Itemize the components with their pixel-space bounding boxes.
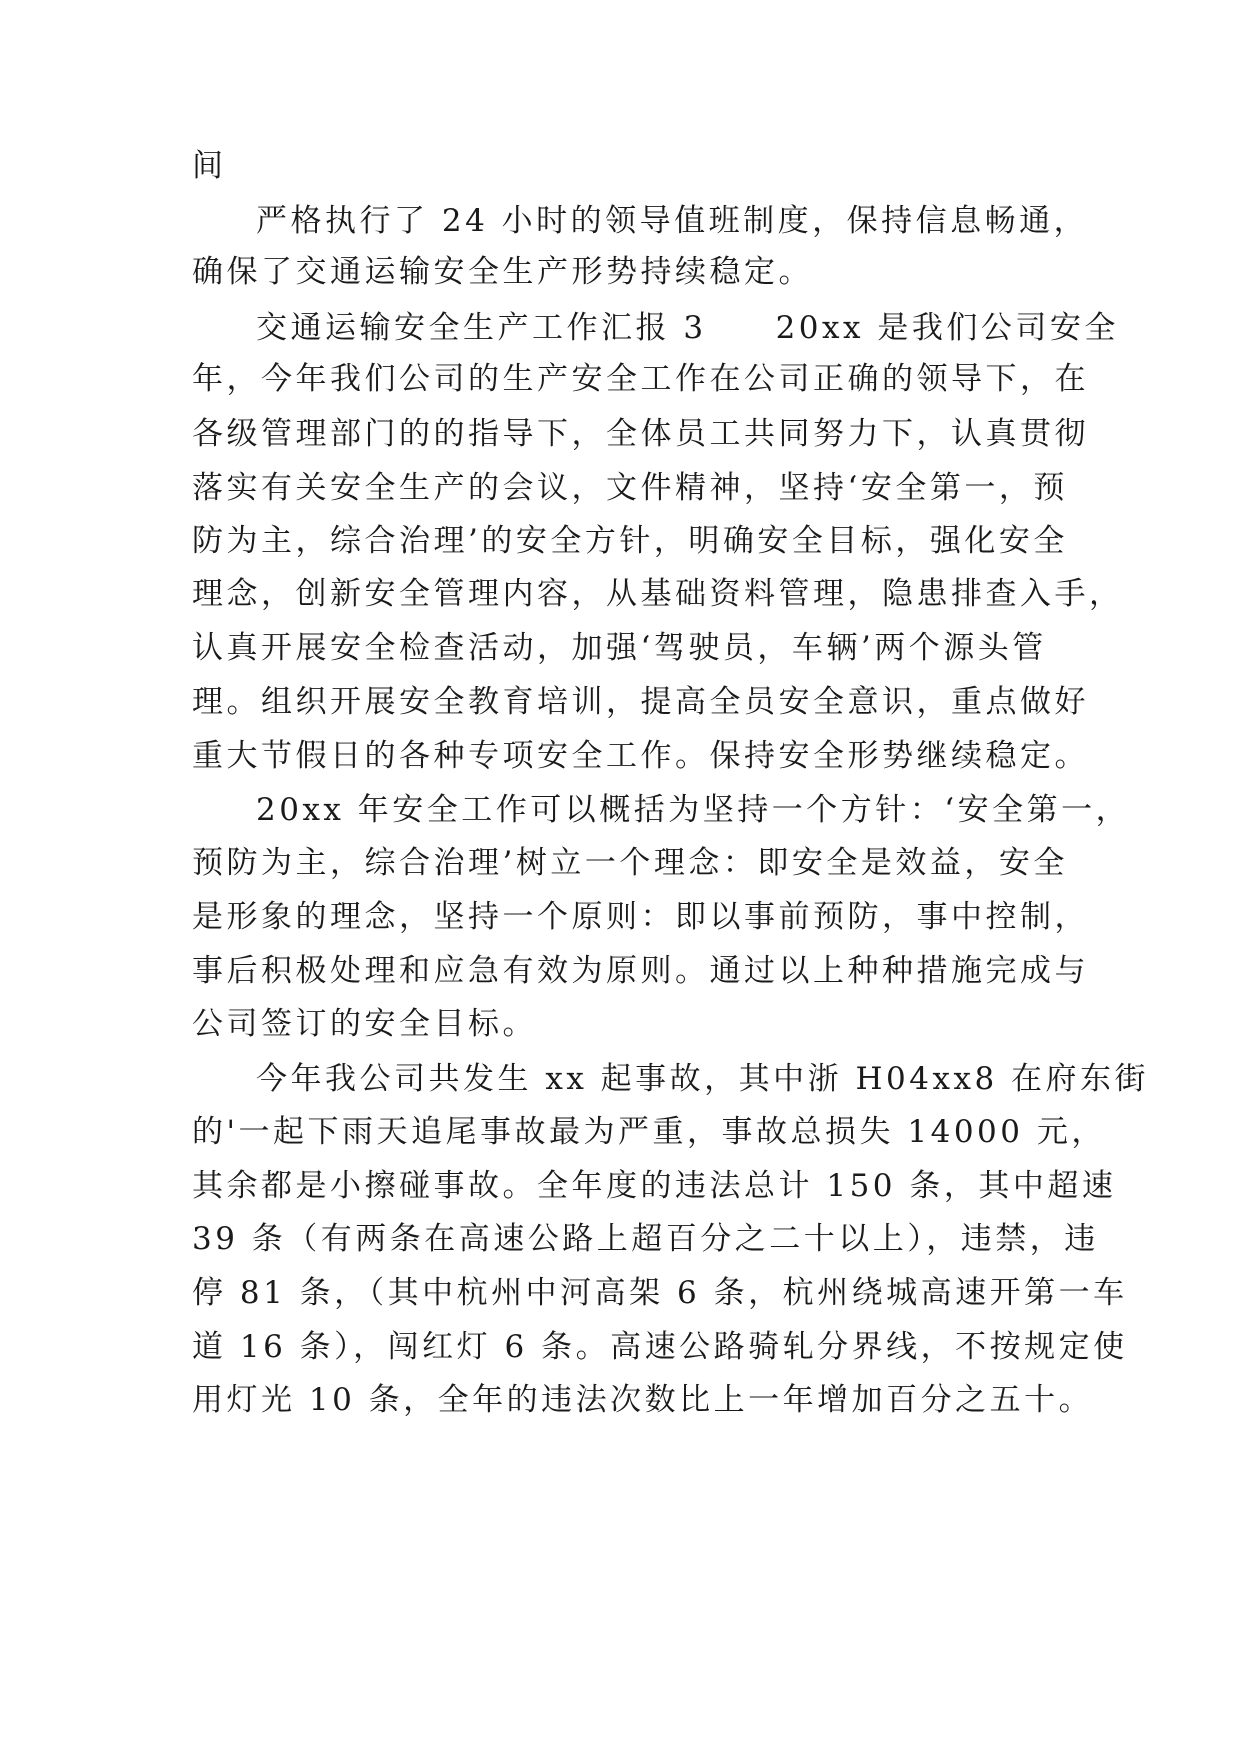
text-line: 认真开展安全检查活动，加强‘驾驶员，车辆’两个源头管	[192, 630, 1047, 666]
text-line: 年，今年我们公司的生产安全工作在公司正确的领导下，在	[192, 361, 1089, 397]
text-line: 理念，创新安全管理内容，从基础资料管理，隐患排查入手，	[192, 576, 1124, 612]
text-line: 其余都是小擦碰事故。全年度的违法总计 150 条，其中超速	[192, 1168, 1117, 1204]
paragraph-line: 今年我公司共发生 xx 起事故，其中浙 H04xx8 在府东街	[256, 1061, 1150, 1097]
paragraph-line: 严格执行了 24 小时的领导值班制度，保持信息畅通，	[256, 203, 1089, 239]
text-line: 事后积极处理和应急有效为原则。通过以上种种措施完成与	[192, 953, 1089, 989]
text-line: 理。组织开展安全教育培训，提高全员安全意识，重点做好	[192, 684, 1089, 720]
text-line: 用灯光 10 条，全年的违法次数比上一年增加百分之五十。	[192, 1382, 1094, 1418]
paragraph-line: 20xx 年安全工作可以概括为坚持一个方针：‘安全第一，	[256, 792, 1131, 828]
text-line: 防为主，综合治理’的安全方针，明确安全目标，强化安全	[192, 523, 1068, 559]
text-line: 停 81 条，（其中杭州中河高架 6 条，杭州绕城高速开第一车	[192, 1275, 1128, 1311]
paragraph-line: 交通运输安全生产工作汇报 3 20xx 是我们公司安全	[256, 310, 1119, 346]
text-line: 落实有关安全生产的会议，文件精神，坚持‘安全第一，预	[192, 470, 1068, 506]
text-line: 公司签订的安全目标。	[192, 1006, 537, 1042]
text-line: 确保了交通运输安全生产形势持续稳定。	[192, 254, 813, 290]
text-line: 的'一起下雨天追尾事故最为严重，事故总损失 14000 元，	[192, 1114, 1106, 1150]
text-line: 预防为主，综合治理’树立一个理念：即安全是效益，安全	[192, 845, 1068, 881]
text-line: 间	[192, 148, 227, 184]
text-line: 39 条（有两条在高速公路上超百分之二十以上），违禁，违	[192, 1221, 1099, 1257]
text-line: 各级管理部门的的指导下，全体员工共同努力下，认真贯彻	[192, 416, 1089, 452]
text-line: 是形象的理念，坚持一个原则：即以事前预防，事中控制，	[192, 899, 1089, 935]
text-line: 重大节假日的各种专项安全工作。保持安全形势继续稳定。	[192, 738, 1089, 774]
text-line: 道 16 条），闯红灯 6 条。高速公路骑轧分界线，不按规定使	[192, 1329, 1128, 1365]
